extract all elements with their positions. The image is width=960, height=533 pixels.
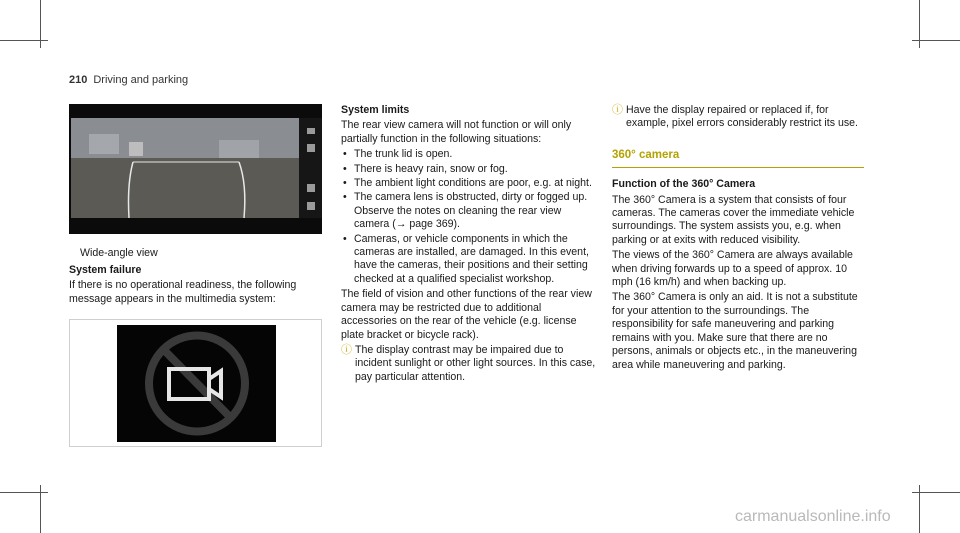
note (341, 344, 596, 384)
failure-heading: System failure (69, 264, 142, 276)
list-item: • The camera lens is obstructed, dirty or fogged up. Observe the notes on cleaning the rear view camera (→ page 369). (341, 191, 596, 231)
camera-off-icon (117, 325, 276, 442)
limits-heading: System limits (341, 104, 410, 116)
page-header (69, 74, 188, 86)
failure-text: If there is no operational readiness, the following message appears in the multimedia system: (69, 279, 297, 305)
page-number: 210 (69, 74, 88, 86)
list-item: • The trunk lid is open. (341, 148, 596, 161)
field-of-vision-text: The field of vision and other functions of the rear view camera may be restricted due to additional accessories on the rear of the vehicle (e.g. license plate bracket or bicycle rack). (341, 288, 592, 341)
list-item: • The ambient light conditions are poor, e.g. at night. (341, 177, 596, 190)
crop-mark (912, 492, 960, 493)
camera-view-image (69, 104, 322, 234)
right-column (612, 104, 864, 374)
left-column (69, 264, 322, 308)
section-heading: 360° camera (612, 149, 864, 168)
paragraph: The 360° Camera is only an aid. It is not a substitute for your attention to the surroundings. The responsibility for safe maneuvering and parking remains with you. Make sure that there are no persons, animals or objects etc., in the maneuvering area while maneuvering and parking. (612, 291, 858, 371)
crop-mark (0, 40, 48, 41)
function-heading: Function of the 360° Camera (612, 178, 756, 191)
note-icon: ⓘ (612, 104, 623, 116)
list-item: • Cameras, or vehicle components in which the cameras are installed, are damaged. In this event, have the cameras, their positions and their setting checked at a qualified specialist workshop. (341, 233, 596, 287)
limits-intro: The rear view camera will not function or will only partially function in the following situations: (341, 119, 572, 145)
note-icon: ⓘ (341, 343, 352, 356)
section-title: Driving and parking (93, 74, 189, 86)
paragraph: The 360° Camera is a system that consists of four cameras. The cameras cover the immediate vehicle surroundings. The system assists you, e.g. when parking or at exits with reduced visibility. (612, 193, 855, 246)
middle-column (341, 104, 596, 386)
note-text: The display contrast may be impaired due to incident sunlight or other light sources. In this case, pay particular attention. (355, 343, 596, 383)
image-caption: Wide-angle view (80, 247, 158, 259)
limits-list (341, 148, 596, 286)
note (612, 104, 864, 131)
crop-mark (0, 492, 48, 493)
note-text: Have the display repaired or replaced if, for example, pixel errors considerably restrict its use. (626, 104, 858, 130)
watermark: carmanualsonline.info (735, 508, 891, 525)
failure-message-figure (69, 319, 322, 447)
list-item: • There is heavy rain, snow or fog. (341, 163, 596, 176)
crop-mark (912, 40, 960, 41)
paragraph: The views of the 360° Camera are always available when driving forwards up to a speed of approx. 10 mph (16 km/h) and when backing up. (612, 249, 853, 289)
